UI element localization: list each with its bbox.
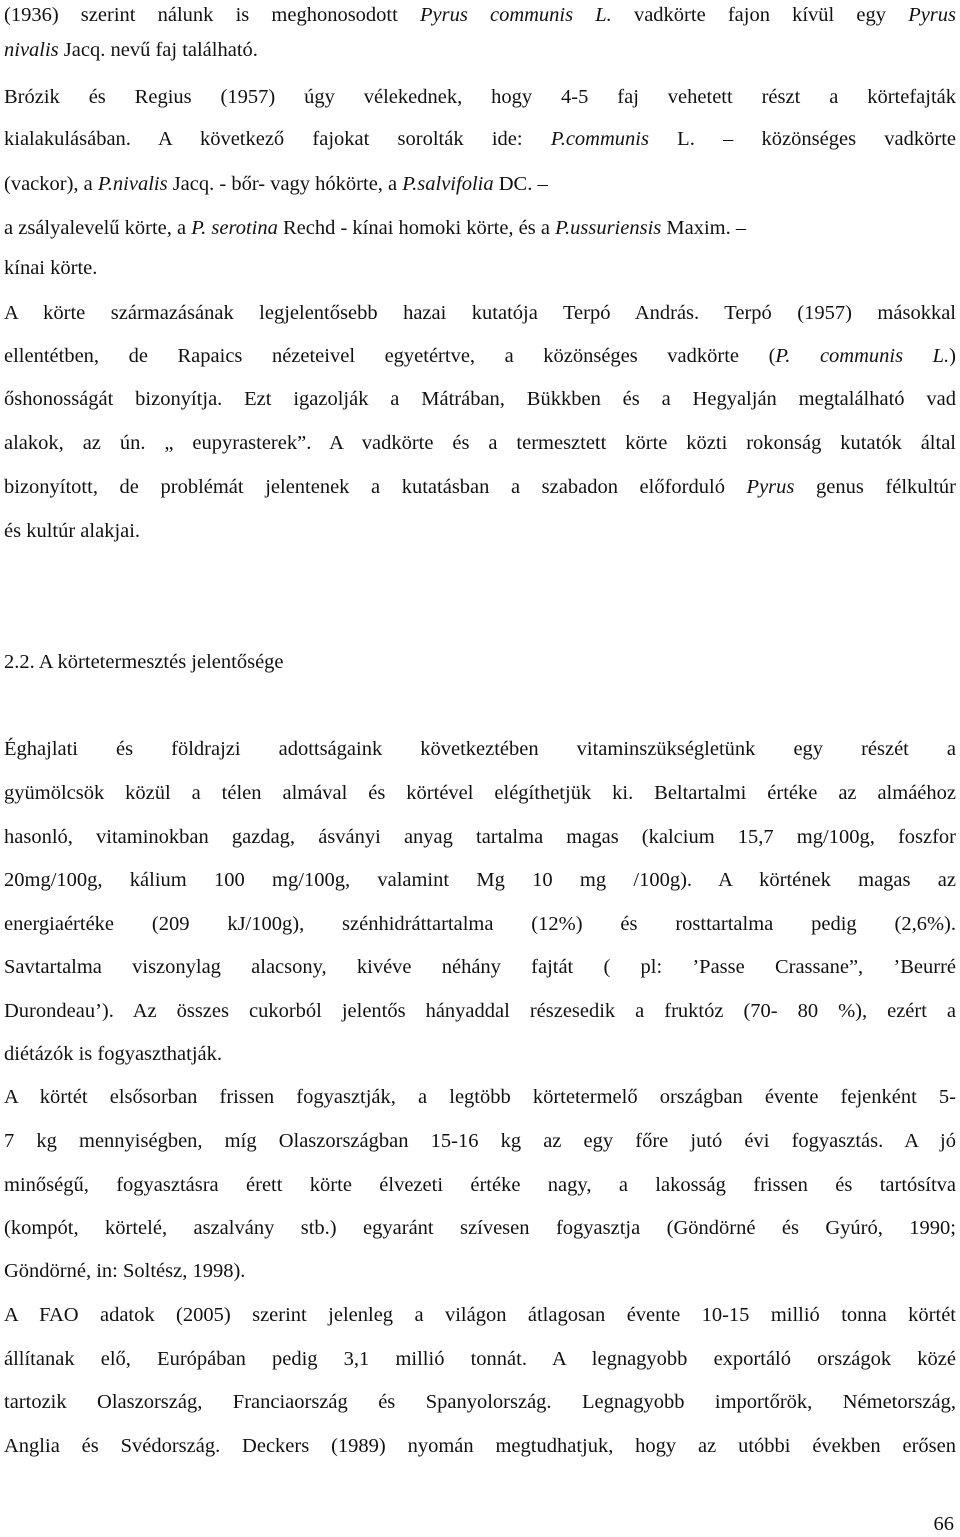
text-line: Anglia és Svédország. Deckers (1989) nyomán megtudhatjuk, hogy az utóbbi években erősen [4, 1435, 956, 1457]
text-line: Éghajlati és földrajzi adottságaink következtében vitaminszükségletünk egy részét a [4, 738, 956, 760]
text-line: minőségű, fogyasztásra érett körte élvezeti értéke nagy, a lakosság frissen és tartósítva [4, 1174, 956, 1196]
text-line: 20mg/100g, kálium 100 mg/100g, valamint Mg 10 mg /100g). A körtének magas az [4, 869, 956, 891]
text-line: hasonló, vitaminokban gazdag, ásványi anyag tartalma magas (kalcium 15,7 mg/100g, foszfor [4, 826, 956, 848]
text-line: nivalis Jacq. nevű faj található. [4, 39, 258, 61]
text-line: alakok, az ún. „ eupyrasterek”. A vadkörte és a termesztett körte közti rokonság kutatók által [4, 432, 956, 454]
text-line: 7 kg mennyiségben, míg Olaszországban 15-16 kg az egy főre jutó évi fogyasztás. A jó [4, 1130, 956, 1152]
text-line: és kultúr alakjai. [4, 520, 141, 542]
text-line: Göndörné, in: Soltész, 1998). [4, 1260, 246, 1282]
text-line: diétázók is fogyaszthatják. [4, 1043, 223, 1065]
text-line: kialakulásában. A következő fajokat sorolták ide: P.communis L. – közönséges vadkörte [4, 128, 956, 150]
text-line: energiaértéke (209 kJ/100g), szénhidráttartalma (12%) és rosttartalma pedig (2,6%). [4, 913, 956, 935]
text-line: a zsályalevelű körte, a P. serotina Rechd - kínai homoki körte, és a P.ussuriensis Maxim. – [4, 217, 747, 239]
section-heading: 2.2. A körtetermesztés jelentősége [4, 651, 284, 673]
text-line: (kompót, körtelé, aszalvány stb.) egyaránt szívesen fogyasztja (Göndörné és Gyúró, 1990; [4, 1217, 956, 1239]
text-line: Brózik és Regius (1957) úgy vélekednek, hogy 4-5 faj vehetett részt a körtefajták [4, 86, 956, 108]
text-line: Savtartalma viszonylag alacsony, kivéve néhány fajtát ( pl: ’Passe Crassane”, ’Beurré [4, 956, 956, 978]
text-line: gyümölcsök közül a télen almával és körtével elégíthetjük ki. Beltartalmi értéke az almáéhoz [4, 782, 956, 804]
text-line: őshonosságát bizonyítja. Ezt igazolják a Mátrában, Bükkben és a Hegyalján megtalálható vad [4, 388, 956, 410]
text-line: A FAO adatok (2005) szerint jelenleg a világon átlagosan évente 10-15 millió tonna körtét [4, 1304, 956, 1326]
text-line: (1936) szerint nálunk is meghonosodott Pyrus communis L. vadkörte fajon kívül egy Pyrus [4, 4, 956, 26]
text-line: A körte származásának legjelentősebb hazai kutatója Terpó András. Terpó (1957) másokkal [4, 302, 956, 324]
text-line: A körtét elsősorban frissen fogyasztják, a legtöbb körtetermelő országban évente fejenként 5- [4, 1086, 956, 1108]
text-line: Durondeau’). Az összes cukorból jelentős hányaddal részesedik a fruktóz (70- 80 %), ezért a [4, 1000, 956, 1022]
text-line: kínai körte. [4, 257, 98, 279]
text-line: (vackor), a P.nivalis Jacq. - bőr- vagy hókörte, a P.salvifolia DC. – [4, 173, 548, 195]
text-line: bizonyított, de problémát jelentenek a kutatásban a szabadon előforduló Pyrus genus félkultúr [4, 476, 956, 498]
text-line: állítanak elő, Európában pedig 3,1 millió tonnát. A legnagyobb exportáló országok közé [4, 1348, 956, 1370]
page-number: 66 [933, 1513, 954, 1535]
text-line: ellentétben, de Rapaics nézeteivel egyetértve, a közönséges vadkörte (P. communis L.) [4, 345, 956, 367]
text-line: tartozik Olaszország, Franciaország és Spanyolország. Legnagyobb importőrök, Németország, [4, 1391, 956, 1413]
